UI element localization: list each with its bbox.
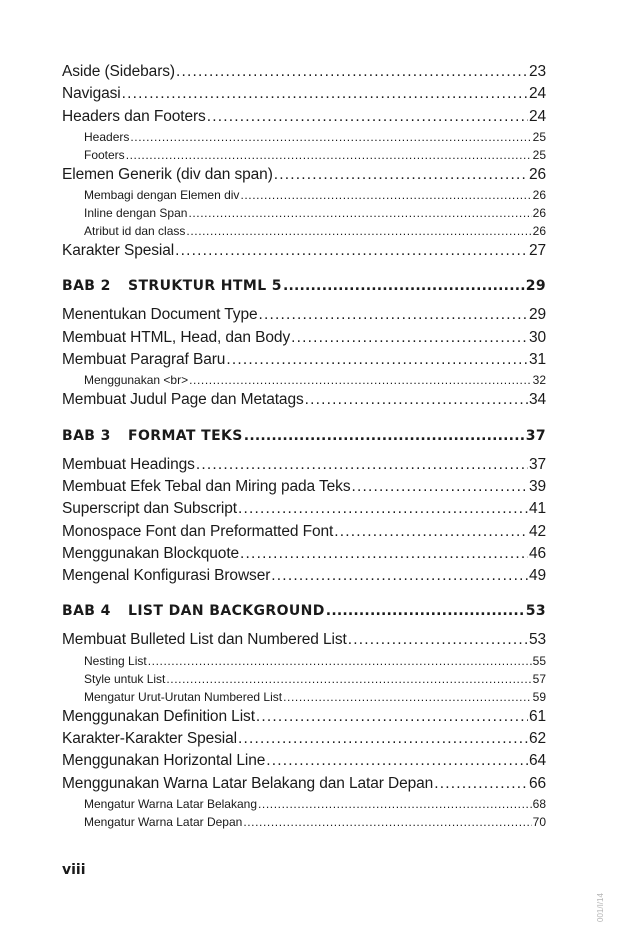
leader-dots (271, 565, 528, 587)
leader-dots (240, 543, 528, 565)
leader-dots (258, 795, 532, 813)
toc-page-number: 25 (532, 147, 546, 162)
toc-page-number: 53 (528, 631, 546, 649)
leader-dots (186, 222, 531, 240)
toc-title: Menggunakan Warna Latar Belakang dan Latar Depan (62, 774, 434, 792)
toc-title: Membagi dengan Elemen div (84, 188, 240, 203)
toc-subentry (62, 146, 546, 164)
leader-dots (196, 454, 528, 476)
toc-subentry (62, 222, 546, 240)
toc-page-number: 24 (528, 85, 546, 103)
leader-dots (274, 164, 528, 186)
toc-page-number: 31 (528, 351, 546, 369)
toc-page-number: 49 (528, 567, 546, 585)
leader-dots (259, 304, 528, 326)
toc-title: Mengatur Warna Latar Belakang (84, 796, 257, 811)
toc-subentry (62, 688, 546, 706)
toc-title: Menentukan Document Type (62, 306, 258, 324)
leader-dots (240, 186, 531, 204)
toc-page-number: 26 (532, 224, 546, 239)
toc-entry (62, 240, 546, 262)
toc-page-number: 26 (532, 206, 546, 221)
toc-title: Menggunakan Blockquote (62, 544, 240, 562)
toc-title: Atribut id dan class (84, 224, 186, 239)
toc-page-number: 24 (528, 107, 546, 125)
leader-dots (283, 274, 525, 298)
toc-title: Monospace Font dan Preformatted Font (62, 522, 334, 540)
toc-title: Headers dan Footers (62, 107, 206, 125)
toc-entry (62, 389, 546, 411)
toc-subentry (62, 813, 546, 831)
toc-entry (62, 728, 546, 750)
toc-entry (62, 565, 546, 587)
toc-page-number: 57 (532, 671, 546, 686)
leader-dots (266, 750, 528, 772)
toc-entry (62, 304, 546, 326)
leader-dots (238, 498, 528, 520)
toc-page-number: 23 (528, 63, 546, 80)
leader-dots (130, 128, 531, 146)
leader-dots (326, 599, 525, 623)
toc-entry (62, 327, 546, 349)
toc-title: Navigasi (62, 85, 121, 103)
toc-title: Membuat Efek Tebal dan Miring pada Teks (62, 477, 351, 495)
chapter-title: STRUKTUR HTML 5 (128, 278, 282, 295)
toc-subentry (62, 795, 546, 813)
toc-page-number: 29 (528, 306, 546, 324)
toc-page-number: 34 (528, 391, 546, 409)
toc-page-number: 53 (525, 603, 546, 620)
leader-dots (126, 146, 532, 164)
page-number: viii (62, 862, 86, 878)
toc-page-number: 59 (532, 689, 546, 704)
leader-dots (188, 204, 531, 222)
toc-title: Inline dengan Span (84, 206, 188, 221)
toc-title: Style untuk List (84, 671, 166, 686)
chapter-number: BAB 3 (62, 427, 111, 444)
leader-dots (256, 706, 528, 728)
toc-page-number: 26 (532, 188, 546, 203)
toc-entry (62, 83, 546, 105)
leader-dots (348, 629, 528, 651)
leader-dots (175, 240, 528, 262)
toc-page-number: 26 (528, 165, 546, 183)
chapter-title: FORMAT TEKS (128, 427, 243, 444)
toc-title (62, 599, 325, 623)
toc-title: Footers (84, 147, 125, 162)
toc-subentry (62, 128, 546, 146)
toc-page-number: 41 (528, 500, 546, 518)
toc-page-number: 61 (528, 707, 546, 725)
leader-dots (243, 813, 531, 831)
chapter-title: LIST DAN BACKGROUND (128, 603, 325, 620)
toc-title: Karakter-Karakter Spesial (62, 730, 237, 748)
toc-title: Membuat Paragraf Baru (62, 351, 226, 369)
table-of-contents (62, 61, 546, 831)
toc-title: Headers (84, 129, 130, 144)
toc-chapter (62, 424, 546, 448)
toc-page-number: 30 (528, 328, 546, 346)
toc-page-number: 37 (528, 455, 546, 473)
toc-entry (62, 498, 546, 520)
toc-title: Membuat Bulleted List dan Numbered List (62, 631, 347, 649)
leader-dots (351, 476, 527, 498)
toc-title: Nesting List (84, 653, 147, 668)
toc-title: Mengatur Warna Latar Depan (84, 814, 243, 829)
print-code: 001/I/14 (596, 893, 605, 922)
toc-entry (62, 454, 546, 476)
toc-subentry (62, 371, 546, 389)
toc-entry (62, 706, 546, 728)
leader-dots (189, 371, 532, 389)
leader-dots (291, 327, 528, 349)
leader-dots (434, 773, 528, 795)
leader-dots (283, 688, 532, 706)
chapter-number: BAB 4 (62, 603, 111, 620)
toc-entry (62, 750, 546, 772)
leader-dots (244, 424, 525, 448)
leader-dots (207, 106, 528, 128)
leader-dots (334, 521, 528, 543)
toc-title: Mengatur Urut-Urutan Numbered List (84, 689, 283, 704)
toc-entry (62, 164, 546, 186)
toc-page-number: 37 (525, 427, 546, 444)
toc-page-number: 55 (532, 653, 546, 668)
toc-page-number: 42 (528, 522, 546, 540)
toc-title (62, 274, 282, 298)
toc-title: Mengenal Konfigurasi Browser (62, 567, 271, 585)
toc-page-number: 68 (532, 796, 546, 811)
toc-subentry (62, 670, 546, 688)
toc-title: Menggunakan Horizontal Line (62, 752, 266, 770)
toc-page-number: 25 (532, 129, 546, 144)
toc-page-number: 66 (528, 774, 546, 792)
leader-dots (305, 389, 528, 411)
toc-subentry (62, 652, 546, 670)
toc-title: Menggunakan <br> (84, 373, 189, 388)
toc-title: Elemen Generik (div dan span) (62, 165, 273, 183)
toc-page-number: 70 (532, 814, 546, 829)
toc-title: Membuat Judul Page dan Metatags (62, 391, 304, 409)
leader-dots (166, 670, 531, 688)
toc-page-number: 32 (532, 373, 546, 388)
toc-title: Karakter Spesial (62, 242, 175, 260)
toc-chapter (62, 599, 546, 623)
leader-dots (238, 728, 528, 750)
toc-title (62, 424, 243, 448)
toc-entry (62, 61, 546, 83)
toc-page-number: 39 (528, 477, 546, 495)
toc-subentry (62, 186, 546, 204)
leader-dots (226, 349, 528, 371)
toc-title: Superscript dan Subscript (62, 500, 237, 518)
toc-entry (62, 773, 546, 795)
toc-page-number: 29 (525, 278, 546, 295)
toc-title: Aside (Sidebars) (62, 63, 175, 80)
leader-dots (148, 652, 532, 670)
toc-entry (62, 629, 546, 651)
toc-page-number: 46 (528, 544, 546, 562)
toc-subentry (62, 204, 546, 222)
toc-page-number: 62 (528, 730, 546, 748)
toc-title: Menggunakan Definition List (62, 707, 255, 725)
leader-dots (122, 83, 528, 105)
toc-page-number: 64 (528, 752, 546, 770)
toc-page-number: 27 (528, 242, 546, 260)
toc-entry (62, 521, 546, 543)
toc-entry (62, 543, 546, 565)
chapter-number: BAB 2 (62, 278, 111, 295)
toc-chapter (62, 274, 546, 298)
toc-entry (62, 349, 546, 371)
leader-dots (176, 61, 528, 83)
toc-entry (62, 476, 546, 498)
toc-entry (62, 106, 546, 128)
toc-title: Membuat HTML, Head, dan Body (62, 328, 291, 346)
toc-title: Membuat Headings (62, 455, 195, 473)
